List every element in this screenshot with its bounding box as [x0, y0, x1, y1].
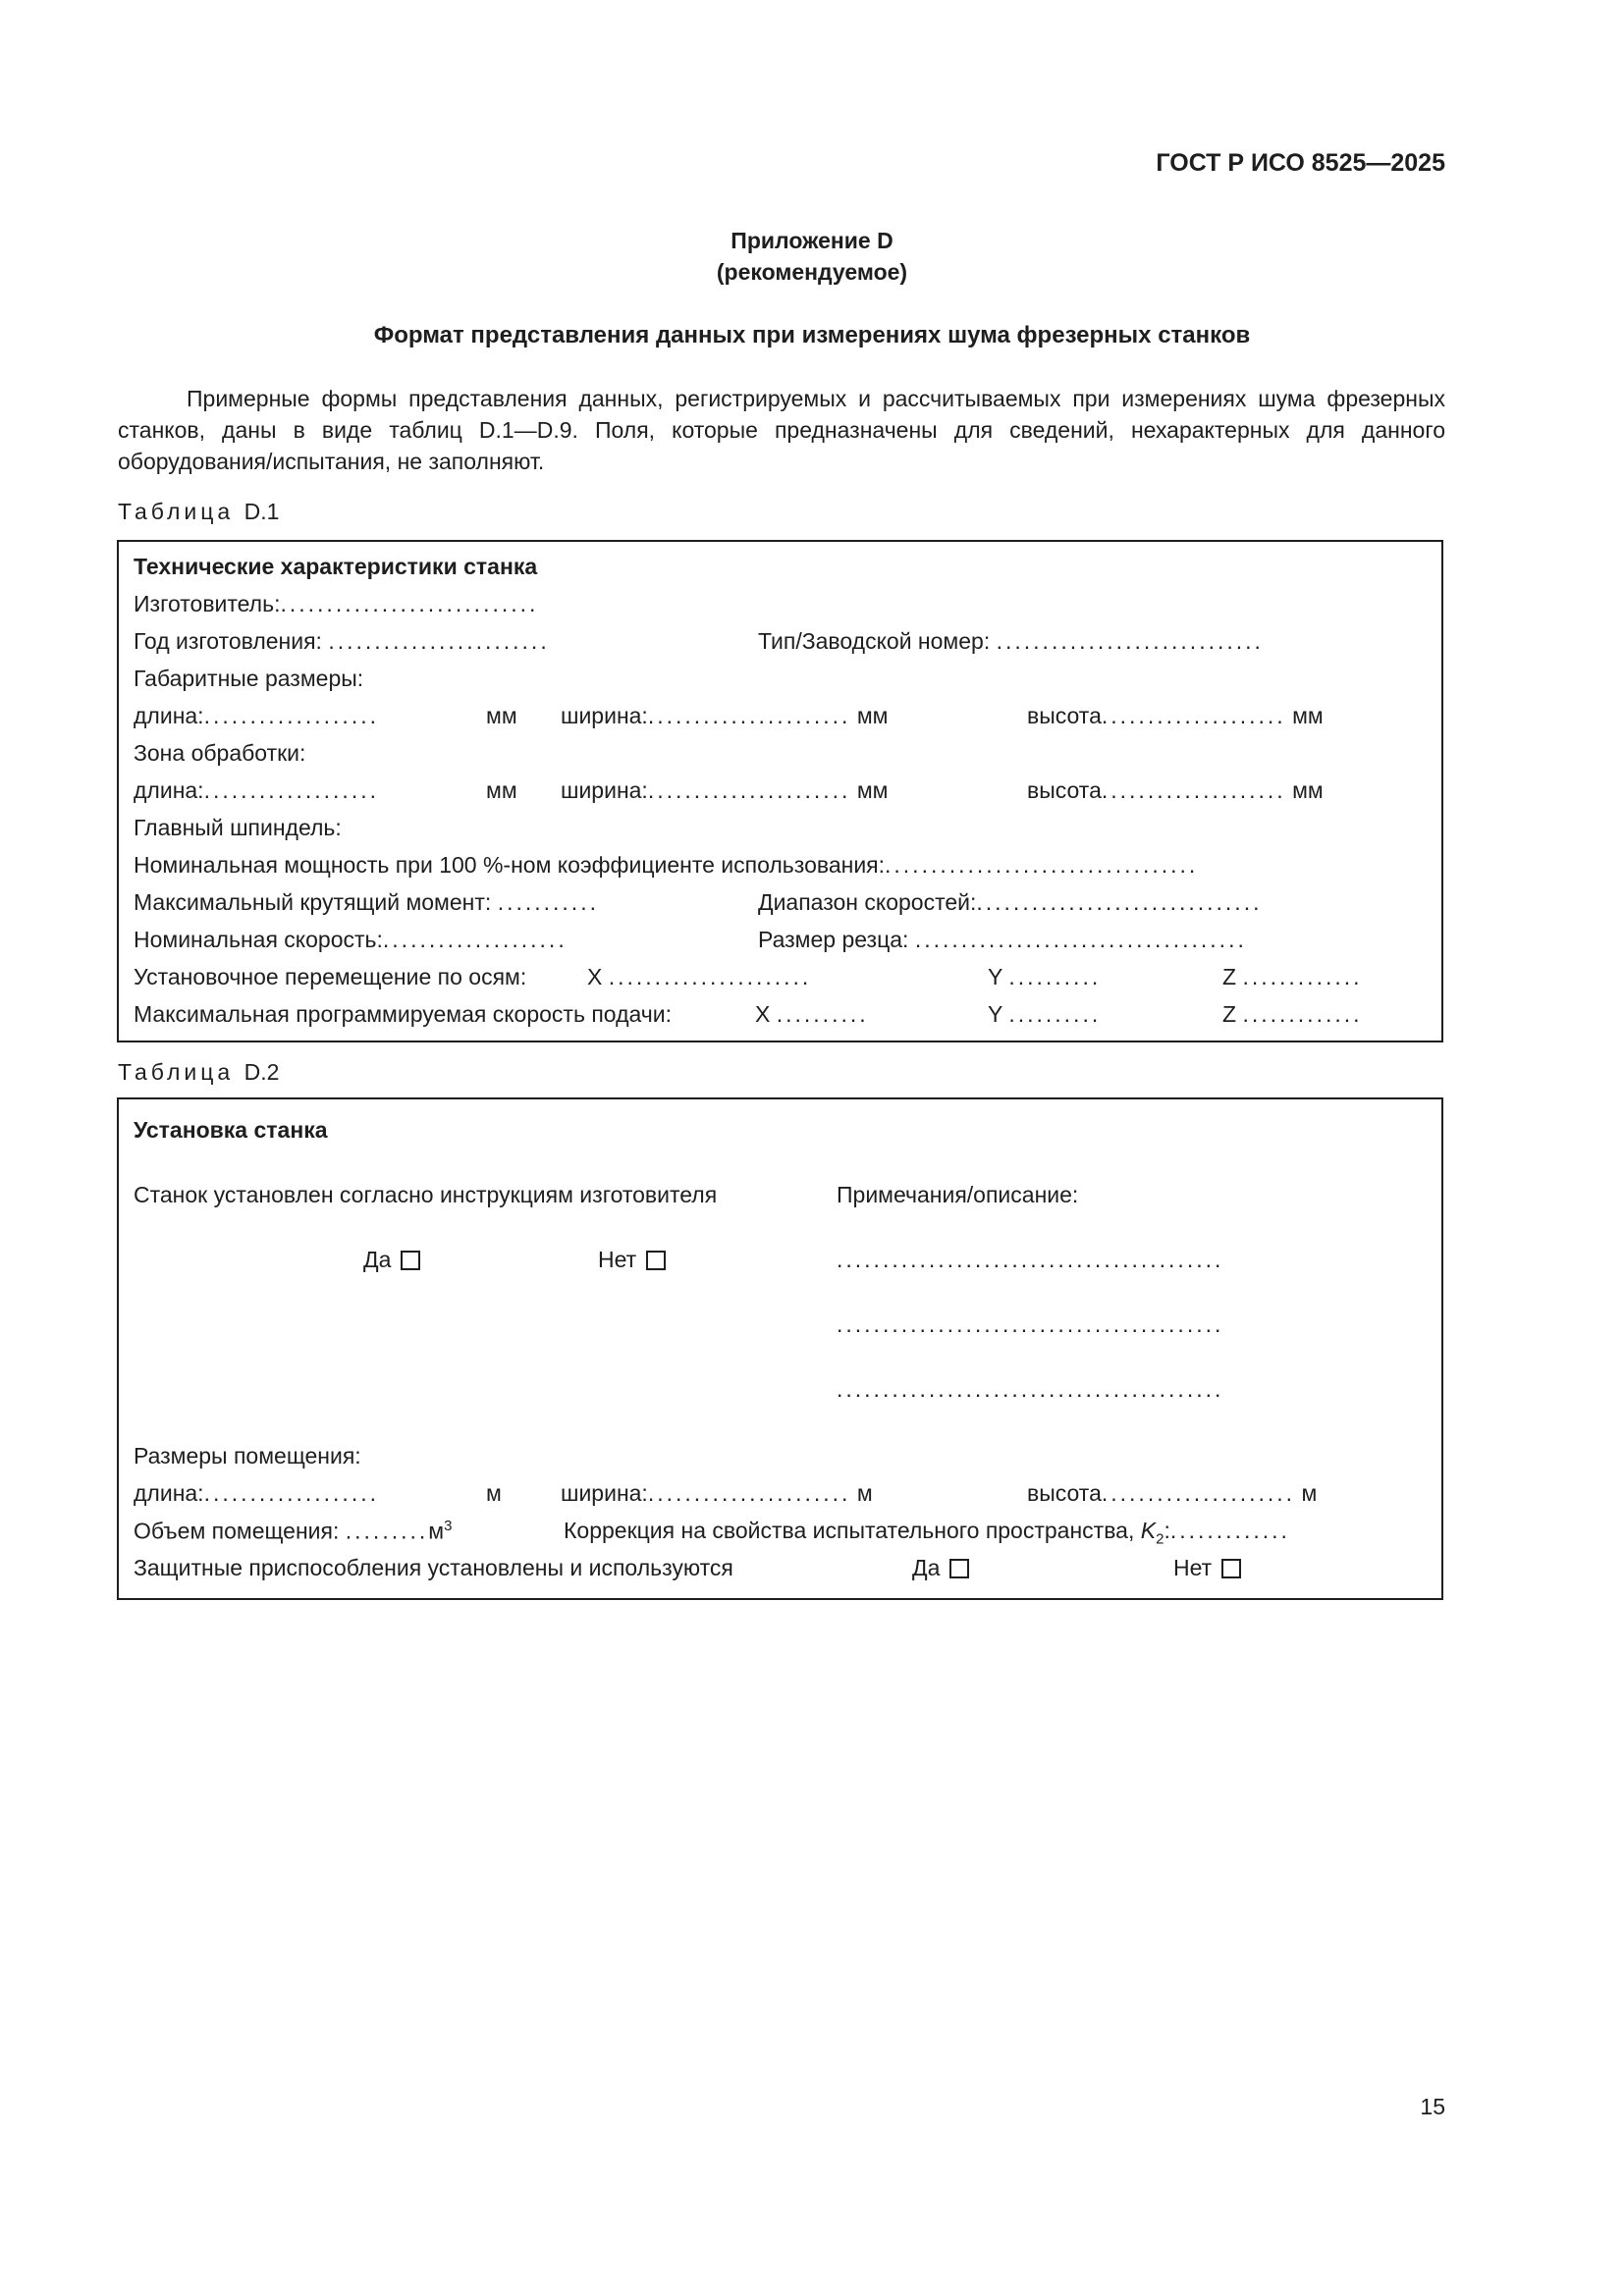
field-axis-travel-x[interactable]: X ...................... [587, 964, 812, 989]
appendix-subtitle: (рекомендуемое) [716, 259, 908, 285]
field-work-length[interactable]: длина:................... [134, 777, 379, 803]
installed-no-option[interactable]: Нет [598, 1247, 666, 1273]
field-room-width[interactable]: ширина:...................... м [561, 1480, 873, 1506]
label-main-spindle: Главный шпиндель: [134, 815, 342, 840]
table-d1-caption [118, 499, 279, 525]
field-rated-power[interactable]: Номинальная мощность при 100 %-ном коэффициенте использования:.................................. [134, 852, 1199, 878]
document-id: ГОСТ Р ИСО 8525—2025 [1156, 149, 1445, 177]
field-max-feed-x[interactable]: X .......... [755, 1001, 869, 1027]
label-notes: Примечания/описание: [837, 1182, 1079, 1207]
notes-line-3[interactable]: .......................................... [837, 1376, 1224, 1402]
label-room-dims: Размеры помещения: [134, 1443, 361, 1468]
unit-m: м [486, 1480, 502, 1506]
unit-mm: мм [486, 777, 517, 803]
notes-line-1[interactable]: .......................................... [837, 1247, 1224, 1272]
caption-number: D.1 [244, 499, 280, 524]
label-axis-travel: Установочное перемещение по осям: [134, 964, 527, 989]
field-year[interactable]: Год изготовления: ........................ [134, 628, 550, 654]
field-work-height[interactable]: высота.................... мм [1027, 777, 1324, 803]
field-test-space-correction[interactable]: Коррекция на свойства испытательного пространства, $K_2$:............. [564, 1518, 1290, 1548]
caption-word: Таблица [118, 1059, 235, 1085]
guards-yes-option[interactable]: Да [912, 1555, 969, 1581]
field-axis-travel-z[interactable]: Z ............. [1222, 964, 1363, 989]
field-overall-width[interactable]: ширина:...................... мм [561, 703, 889, 728]
field-room-height[interactable]: высота..................... м [1027, 1480, 1318, 1506]
field-max-feed-z[interactable]: Z ............. [1222, 1001, 1363, 1027]
field-rated-speed[interactable]: Номинальная скорость:.................... [134, 927, 568, 952]
field-max-feed-y[interactable]: Y .......... [988, 1001, 1102, 1027]
caption-number: D.2 [244, 1059, 280, 1085]
checkbox-guards-yes[interactable] [949, 1559, 969, 1578]
page-number: 15 [1420, 2094, 1445, 2119]
notes-line-2[interactable]: .......................................... [837, 1311, 1224, 1337]
label-work-zone: Зона обработки: [134, 740, 306, 766]
field-speed-range[interactable]: Диапазон скоростей:............................... [758, 889, 1263, 915]
table-d1 [117, 540, 1443, 1042]
intro-paragraph [118, 383, 1445, 477]
field-axis-travel-y[interactable]: Y .......... [988, 964, 1102, 989]
label-max-feed: Максимальная программируемая скорость подачи: [134, 1001, 672, 1027]
label-overall-dims: Габаритные размеры: [134, 666, 364, 691]
field-room-volume[interactable]: Объем помещения: $.........м^3$ [134, 1518, 453, 1544]
field-type-serial[interactable]: Тип/Заводской номер: ............................. [758, 628, 1264, 654]
unit-mm: мм [486, 703, 517, 728]
field-max-torque[interactable]: Максимальный крутящий момент: ........... [134, 889, 599, 915]
table-d2 [117, 1097, 1443, 1600]
table-d2-caption [118, 1059, 279, 1086]
checkbox-guards-no[interactable] [1221, 1559, 1241, 1578]
appendix-heading: Формат представления данных при измерениях шума фрезерных станков [373, 322, 1251, 348]
checkbox-installed-no[interactable] [646, 1251, 666, 1270]
field-room-length[interactable]: длина:................... [134, 1480, 379, 1506]
label-installed-per-instructions: Станок установлен согласно инструкциям изготовителя [134, 1182, 718, 1207]
field-overall-height[interactable]: высота.................... мм [1027, 703, 1324, 728]
field-work-width[interactable]: ширина:...................... мм [561, 777, 889, 803]
appendix-title: Приложение D [731, 228, 893, 253]
table-d2-title: Установка станка [134, 1117, 328, 1143]
field-cutter-size[interactable]: Размер резца: .................................... [758, 927, 1247, 952]
caption-word: Таблица [118, 499, 235, 524]
guards-no-option[interactable]: Нет [1173, 1555, 1241, 1581]
field-overall-length[interactable]: длина:................... [134, 703, 379, 728]
table-d1-title: Технические характеристики станка [134, 554, 538, 579]
installed-yes-option[interactable]: Да [363, 1247, 420, 1273]
field-manufacturer[interactable]: Изготовитель:............................ [134, 591, 539, 616]
checkbox-installed-yes[interactable] [401, 1251, 420, 1270]
intro-text: Примерные формы представления данных, регистрируемых и рассчитываемых при измерениях шума фрезерных станков, даны в виде таблиц D.1—D.9. Поля, которые предназначены для сведений, нехарактерных для данного оборудования/испытания, не заполняют. [118, 386, 1445, 474]
label-guards-installed: Защитные приспособления установлены и используются [134, 1555, 733, 1580]
